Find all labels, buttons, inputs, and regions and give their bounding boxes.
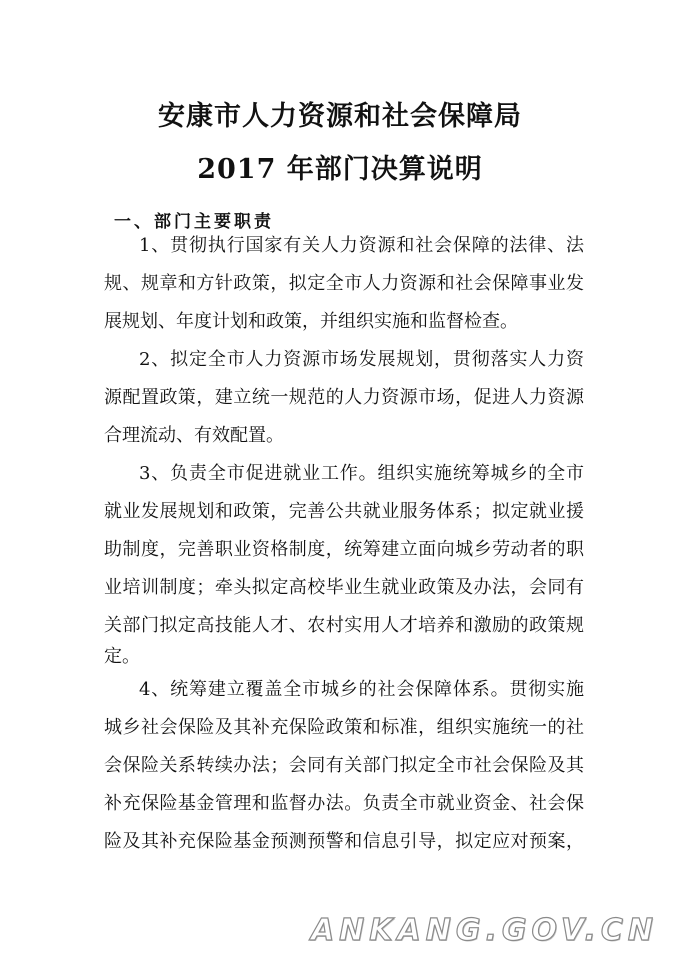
- paragraph-3-line-2: 就业发展规划和政策，完善公共就业服务体系；拟定就业援: [104, 501, 584, 522]
- document-title: 安康市人力资源和社会保障局: [158, 101, 522, 132]
- section-heading: 一、部门主要职责: [114, 212, 274, 232]
- paragraph-4-line-4: 补充保险基金管理和监督办法。负责全市就业资金、社会保: [104, 793, 584, 814]
- paragraph-1-line-1: 1、贯彻执行国家有关人力资源和社会保障的法律、法: [139, 235, 584, 256]
- paragraph-3-line-1: 3、负责全市促进就业工作。组织实施统筹城乡的全市: [139, 463, 584, 484]
- paragraph-4-line-1: 4、统筹建立覆盖全市城乡的社会保障体系。贯彻实施: [139, 679, 584, 700]
- paragraph-1-line-2: 规、规章和方针政策，拟定全市人力资源和社会保障事业发: [104, 273, 584, 294]
- site-watermark: ANKANG.GOV.CN: [310, 913, 658, 948]
- paragraph-2-line-1: 2、拟定全市人力资源市场发展规划，贯彻落实人力资: [139, 349, 584, 370]
- paragraph-3-line-6: 定。: [104, 646, 140, 667]
- paragraph-3-line-4: 业培训制度；牵头拟定高校毕业生就业政策及办法，会同有: [104, 577, 584, 598]
- paragraph-3-line-5: 关部门拟定高技能人才、农村实用人才培养和激励的政策规: [104, 615, 584, 636]
- paragraph-2-line-2: 源配置政策，建立统一规范的人力资源市场，促进人力资源: [104, 387, 584, 408]
- document-subtitle: 2017 年部门决算说明: [197, 154, 483, 185]
- paragraph-2-line-3: 合理流动、有效配置。: [104, 425, 284, 446]
- paragraph-1-line-3: 展规划、年度计划和政策，并组织实施和监督检查。: [104, 311, 518, 332]
- paragraph-4-line-2: 城乡社会保险及其补充保险政策和标准，组织实施统一的社: [104, 717, 584, 738]
- paragraph-3-line-3: 助制度，完善职业资格制度，统筹建立面向城乡劳动者的职: [104, 539, 584, 560]
- paragraph-4-line-3: 会保险关系转续办法；会同有关部门拟定全市社会保险及其: [104, 755, 584, 776]
- paragraph-4-line-5: 险及其补充保险基金预测预警和信息引导，拟定应对预案，: [104, 831, 584, 852]
